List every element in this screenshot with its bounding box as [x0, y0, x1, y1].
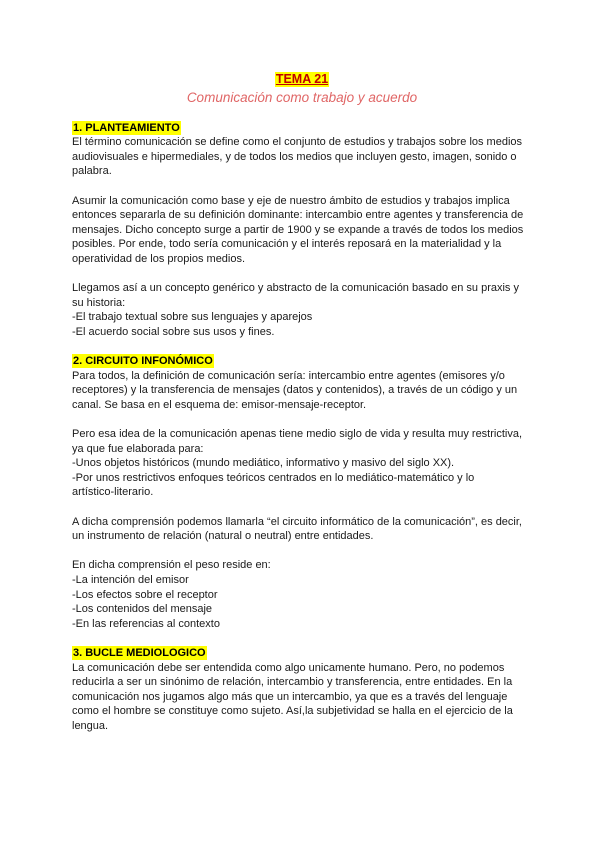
text-line: ya que fue elaborada para: — [72, 442, 204, 455]
title-block — [72, 72, 532, 107]
text-line: receptores) y la transferencia de mensajes (datos y contenidos), a través de un código y un — [72, 384, 518, 397]
text-line: El término comunicación se define como el conjunto de estudios y trabajos sobre los medios — [72, 136, 523, 149]
text-line: lengua. — [72, 719, 109, 732]
section-heading: 1. PLANTEAMIENTO — [73, 121, 180, 134]
list-item: -Unos objetos históricos (mundo mediático, informativo y masivo del siglo XX). — [72, 457, 455, 470]
text-line: operatividad de los propios medios. — [72, 252, 246, 265]
section-heading: 2. CIRCUITO INFONÓMICO — [73, 355, 213, 368]
text-line: como el hombre se constituye como sujeto. Así,la subjetividad se halla en el ejercicio de la — [72, 705, 513, 718]
section-body — [72, 135, 532, 339]
section-2 — [72, 354, 532, 631]
text-line: Pero esa idea de la comunicación apenas tiene medio siglo de vida y resulta muy restrictiva, — [72, 428, 523, 441]
document-page — [72, 72, 532, 734]
text-line: A dicha comprensión podemos llamarla “el circuito informático de la comunicación”, es decir, — [72, 515, 522, 528]
topic-number: TEMA 21 — [275, 72, 329, 86]
text-line: posibles. Por ende, todo sería comunicación y el interés reposará en la materialidad y la — [72, 238, 502, 251]
text-line: audiovisuales e hipermediales, y de todos los medios que incluyen gesto, imagen, sonido o — [72, 150, 517, 163]
text-line: artístico-literario. — [72, 486, 154, 499]
section-body — [72, 661, 532, 734]
section-1 — [72, 121, 532, 340]
list-item: -La intención del emisor — [72, 574, 189, 586]
list-item: -En las referencias al contexto — [72, 617, 220, 630]
text-line: canal. Se basa en el esquema de: emisor-mensaje-receptor. — [72, 398, 367, 411]
text-line: reducirla a ser un sinónimo de relación, intercambio y transferencia, entre entidades. En la — [72, 676, 513, 689]
section-3 — [72, 646, 532, 734]
list-item: -Los efectos sobre el receptor — [72, 588, 218, 601]
text-line: mensajes. Dicho concepto surge a partir de 1900 y se expande a través de todos los medios — [72, 223, 524, 236]
topic-subtitle: Comunicación como trabajo y acuerdo — [186, 89, 418, 105]
text-line: entonces separarla de su definición dominante: intercambio entre agentes y transferencia de — [72, 209, 524, 222]
list-item: -Por unos restrictivos enfoques teóricos centrados en lo mediático-matemático y lo — [72, 471, 475, 484]
list-item: -El acuerdo social sobre sus usos y fines. — [72, 325, 275, 338]
text-line: Asumir la comunicación como base y eje de nuestro ámbito de estudios y trabajos implica — [72, 194, 510, 207]
text-line: palabra. — [72, 165, 112, 178]
text-line: un instrumento de relación (natural o neutral) entre entidades. — [72, 530, 374, 543]
list-item: -Los contenidos del mensaje — [72, 603, 213, 616]
text-line: En dicha comprensión el peso reside en: — [72, 559, 271, 572]
text-line: Llegamos así a un concepto genérico y abstracto de la comunicación basado en su praxis y — [72, 282, 519, 295]
text-line: Para todos, la definición de comunicación sería: intercambio entre agentes (emisores y/o — [72, 369, 505, 382]
text-line: comunicación nos jugamos algo más que un intercambio, ya que es a través del lenguaje — [72, 690, 508, 703]
list-item: -El trabajo textual sobre sus lenguajes y aparejos — [72, 311, 313, 324]
text-line: La comunicación debe ser entendida como algo unicamente humano. Pero, no podemos — [72, 661, 505, 674]
section-heading: 3. BUCLE MEDIOLOGICO — [73, 646, 206, 659]
text-line: su historia: — [72, 296, 126, 309]
section-body — [72, 369, 532, 632]
